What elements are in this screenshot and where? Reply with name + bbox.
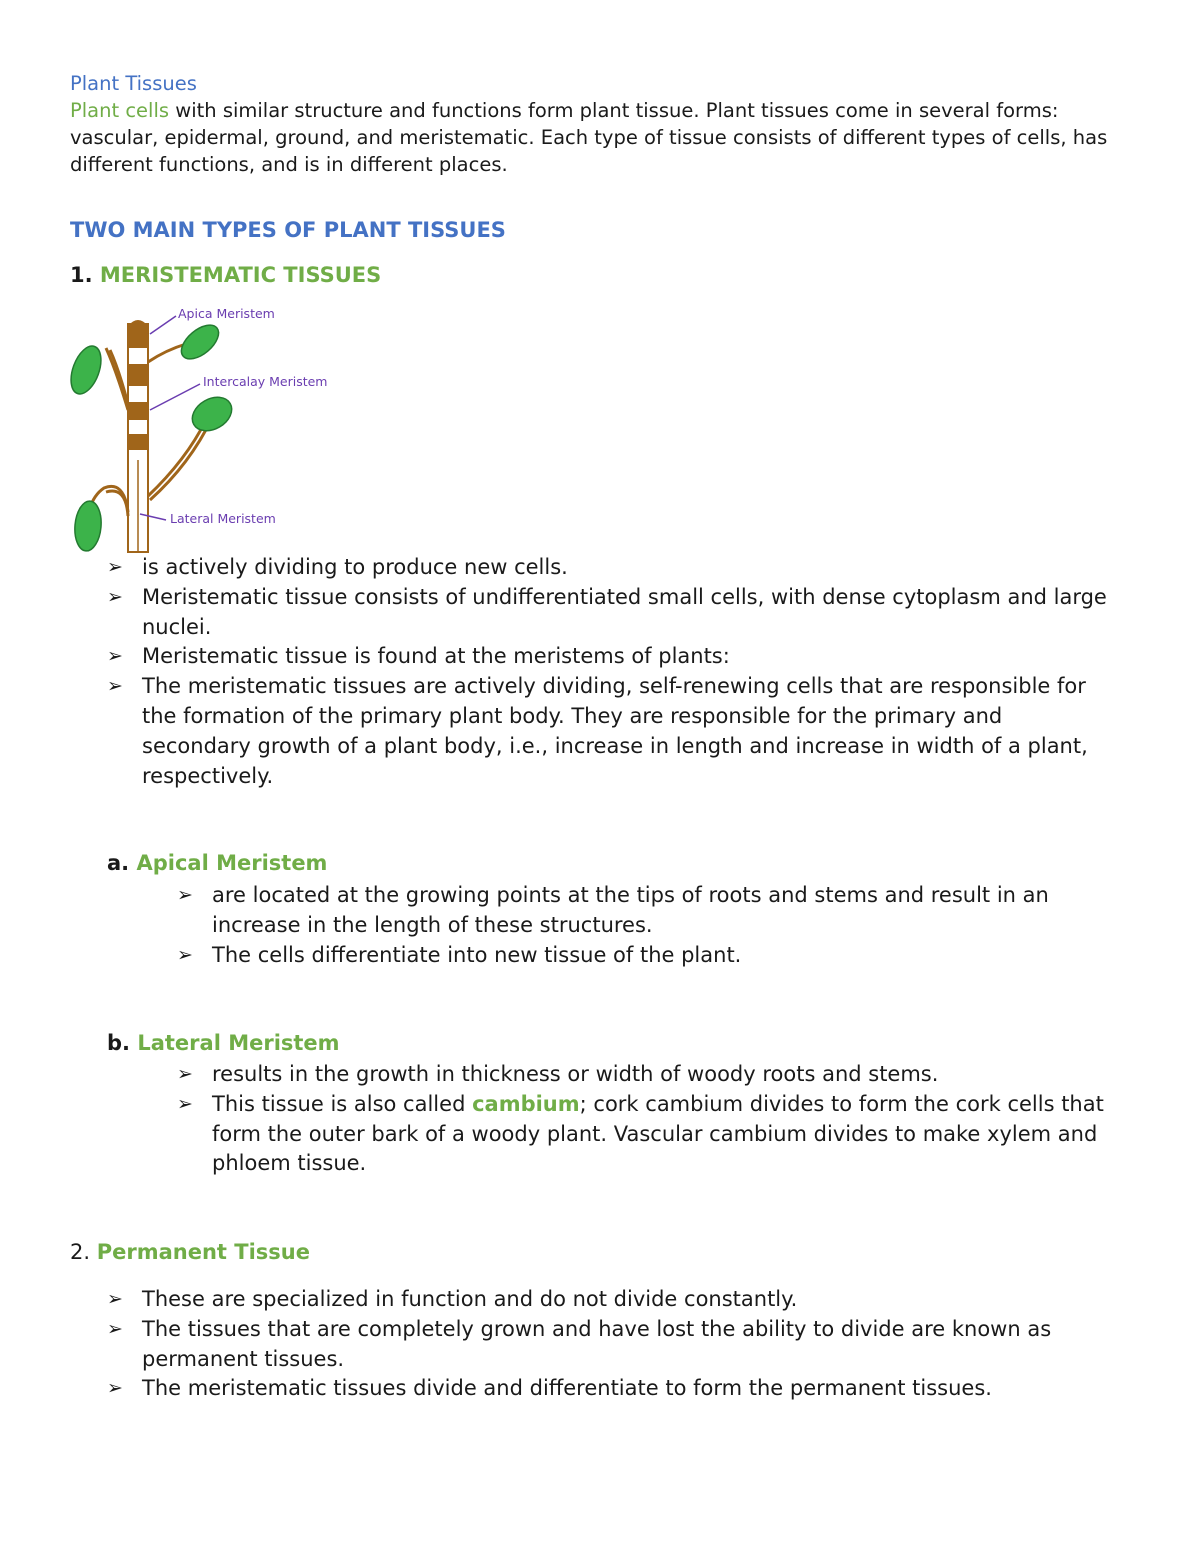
section2-bullets (107, 1285, 1137, 1404)
intercalary-meristem-label: Intercalay Meristem (203, 374, 328, 389)
lateral-bullets (177, 1060, 1137, 1179)
list-item: ➢ This tissue is also called cambium; cork cambium divides to form the cork cells that form the outer bark of a woody plant. Vascular cambium divides to make xylem and phloem tissue. (177, 1091, 1104, 1176)
list-item: ➢ Meristematic tissue is found at the meristems of plants: (107, 642, 1117, 672)
arrow-bullet-icon: ➢ (177, 1063, 193, 1085)
list-item: ➢ The meristematic tissues divide and differentiate to form the permanent tissues. (107, 1374, 1137, 1404)
list-item: ➢ The cells differentiate into new tissue of the plant. (177, 941, 1137, 971)
apical-heading (107, 851, 327, 875)
section2-heading (70, 1240, 310, 1264)
lateral-letter: b. (107, 1031, 131, 1055)
list-item: ➢ are located at the growing points at the tips of roots and stems and result in an increase in the length of these structures. (177, 883, 1049, 937)
section2-number: 2. (70, 1240, 91, 1264)
arrow-bullet-icon: ➢ (107, 645, 123, 668)
apical-letter: a. (107, 851, 130, 875)
section2-title: Permanent Tissue (96, 1240, 310, 1264)
meristem-diagram (66, 300, 366, 560)
intercalary-pointer (150, 384, 200, 410)
intro-title: Plant Tissues (70, 72, 197, 95)
section1-bullets (107, 553, 1117, 791)
list-item: ➢ The tissues that are completely grown and have lost the ability to divide are known as permanent tissues. (107, 1316, 1052, 1371)
arrow-bullet-icon: ➢ (177, 1092, 193, 1115)
list-item: ➢ The meristematic tissues are actively dividing, self-renewing cells that are responsible for the formation of the primary plant body. They are responsible for the primary and secondary growth of a plant body, i.e., increase in length and increase in width of a plant, respectively. (107, 674, 1088, 788)
cambium-term: cambium (472, 1091, 580, 1116)
intro-paragraph (70, 97, 1150, 178)
lateral-meristem-label: Lateral Meristem (170, 511, 276, 526)
list-item: ➢ results in the growth in thickness or width of woody roots and stems. (177, 1060, 1137, 1090)
apical-title: Apical Meristem (136, 851, 328, 875)
arrow-bullet-icon: ➢ (107, 1288, 123, 1310)
arrow-bullet-icon: ➢ (177, 884, 193, 906)
arrow-bullet-icon: ➢ (107, 585, 123, 608)
arrow-bullet-icon: ➢ (107, 556, 123, 578)
list-item: ➢ is actively dividing to produce new cells. (107, 553, 1117, 583)
section1-heading (70, 263, 381, 287)
list-item: ➢ These are specialized in function and do not divide constantly. (107, 1285, 1137, 1315)
arrow-bullet-icon: ➢ (107, 675, 123, 698)
lateral-heading (107, 1031, 340, 1055)
arrow-bullet-icon: ➢ (177, 943, 193, 966)
intro-body: with similar structure and functions form plant tissue. Plant tissues come in several forms: vascular, epidermal, ground, and meristematic. Each type of tissue consists of different types of cells, has different functions, and is in different places. (70, 99, 1108, 176)
list-item: ➢ Meristematic tissue consists of undifferentiated small cells, with dense cytoplasm and large nuclei. (107, 584, 1107, 639)
main-heading: TWO MAIN TYPES OF PLANT TISSUES (70, 218, 506, 242)
intro-block (70, 70, 1150, 178)
arrow-bullet-icon: ➢ (107, 1317, 123, 1340)
apical-pointer (150, 316, 176, 334)
section1-title: MERISTEMATIC TISSUES (99, 263, 382, 287)
plant-stem (128, 320, 148, 552)
lateral-title: Lateral Meristem (137, 1031, 340, 1055)
arrow-bullet-icon: ➢ (107, 1377, 123, 1400)
plant-branches (88, 344, 212, 516)
section1-number: 1. (70, 263, 93, 287)
intro-lead: Plant cells (70, 99, 170, 122)
apical-meristem-label: Apica Meristem (178, 306, 275, 321)
apical-bullets (177, 881, 1137, 970)
